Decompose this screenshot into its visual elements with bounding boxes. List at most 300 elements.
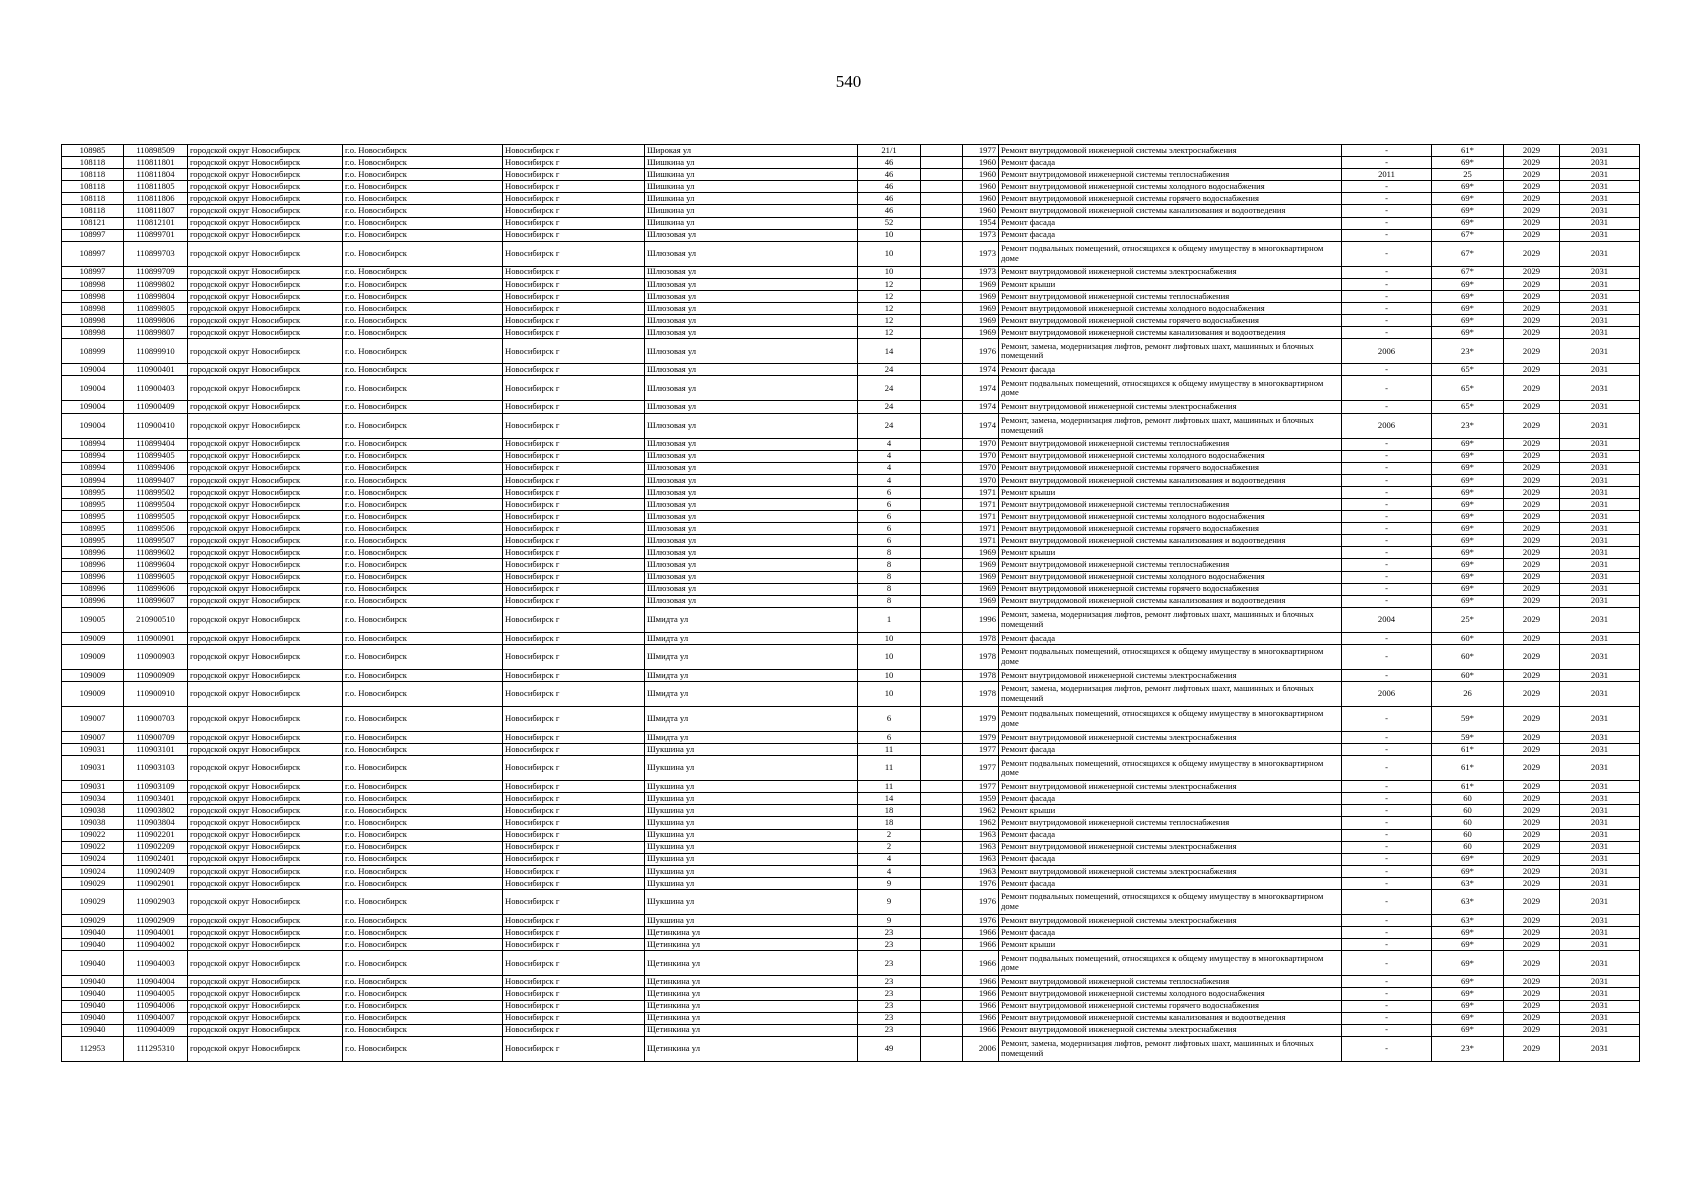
cell-plan-end-year: 2031 — [1560, 732, 1640, 744]
cell-building — [921, 217, 963, 229]
cell-building — [921, 669, 963, 681]
table-row — [62, 523, 1640, 535]
cell-house-id: 108118 — [62, 205, 124, 217]
cell-last-repair-year: - — [1342, 278, 1432, 290]
cell-wear-percent: 69* — [1432, 205, 1504, 217]
cell-plan-end-year: 2031 — [1560, 559, 1640, 571]
cell-city: Новосибирск г — [503, 339, 645, 364]
cell-city: Новосибирск г — [503, 266, 645, 278]
cell-last-repair-year: - — [1342, 644, 1432, 669]
cell-city: Новосибирск г — [503, 511, 645, 523]
cell-building — [921, 744, 963, 756]
cell-work-type: Ремонт внутридомовой инженерной системы горячего водоснабжения — [999, 193, 1342, 205]
cell-street: Шлюзовая ул — [645, 315, 858, 327]
cell-last-repair-year: - — [1342, 511, 1432, 523]
cell-street: Щетинкина ул — [645, 988, 858, 1000]
cell-plan-start-year: 2029 — [1504, 290, 1560, 302]
cell-year-built: 1976 — [963, 915, 999, 927]
cell-last-repair-year: - — [1342, 364, 1432, 376]
cell-plan-end-year: 2031 — [1560, 327, 1640, 339]
cell-district: г.о. Новосибирск — [343, 583, 503, 595]
cell-street: Шлюзовая ул — [645, 523, 858, 535]
cell-district: г.о. Новосибирск — [343, 1036, 503, 1061]
cell-record-id: 110900703 — [124, 707, 188, 732]
cell-house-number: 24 — [858, 364, 921, 376]
cell-municipality: городской округ Новосибирск — [188, 474, 343, 486]
cell-house-id: 108996 — [62, 571, 124, 583]
cell-district: г.о. Новосибирск — [343, 290, 503, 302]
table-row — [62, 303, 1640, 315]
cell-year-built: 1974 — [963, 376, 999, 401]
cell-plan-end-year: 2031 — [1560, 193, 1640, 205]
table-row — [62, 241, 1640, 266]
cell-work-type: Ремонт подвальных помещений, относящихся к общему имуществу в многоквартирном доме — [999, 376, 1342, 401]
cell-work-type: Ремонт фасада — [999, 217, 1342, 229]
cell-record-id: 110899505 — [124, 511, 188, 523]
cell-street: Шлюзовая ул — [645, 339, 858, 364]
cell-district: г.о. Новосибирск — [343, 853, 503, 865]
cell-record-id: 110899806 — [124, 315, 188, 327]
cell-district: г.о. Новосибирск — [343, 413, 503, 438]
cell-house-id: 108118 — [62, 193, 124, 205]
cell-year-built: 1962 — [963, 805, 999, 817]
cell-house-id: 109031 — [62, 756, 124, 781]
cell-building — [921, 682, 963, 707]
cell-house-id: 108994 — [62, 462, 124, 474]
cell-plan-start-year: 2029 — [1504, 157, 1560, 169]
cell-house-id: 108996 — [62, 583, 124, 595]
cell-district: г.о. Новосибирск — [343, 535, 503, 547]
cell-street: Шишкина ул — [645, 205, 858, 217]
cell-plan-start-year: 2029 — [1504, 939, 1560, 951]
cell-work-type: Ремонт внутридомовой инженерной системы холодного водоснабжения — [999, 511, 1342, 523]
table-row — [62, 853, 1640, 865]
cell-house-id: 109024 — [62, 853, 124, 865]
cell-building — [921, 927, 963, 939]
cell-house-number: 2 — [858, 829, 921, 841]
cell-plan-start-year: 2029 — [1504, 841, 1560, 853]
cell-house-number: 23 — [858, 1024, 921, 1036]
table-row — [62, 669, 1640, 681]
cell-house-id: 109007 — [62, 732, 124, 744]
cell-street: Шлюзовая ул — [645, 511, 858, 523]
cell-street: Шукшина ул — [645, 756, 858, 781]
cell-city: Новосибирск г — [503, 145, 645, 157]
cell-record-id: 110811801 — [124, 157, 188, 169]
cell-last-repair-year: - — [1342, 241, 1432, 266]
cell-plan-start-year: 2029 — [1504, 438, 1560, 450]
cell-district: г.о. Новосибирск — [343, 607, 503, 632]
cell-house-number: 4 — [858, 474, 921, 486]
cell-building — [921, 951, 963, 976]
cell-building — [921, 413, 963, 438]
cell-building — [921, 438, 963, 450]
table-row — [62, 535, 1640, 547]
cell-wear-percent: 69* — [1432, 571, 1504, 583]
cell-year-built: 1969 — [963, 595, 999, 607]
cell-city: Новосибирск г — [503, 853, 645, 865]
cell-year-built: 1969 — [963, 559, 999, 571]
cell-wear-percent: 69* — [1432, 547, 1504, 559]
cell-plan-end-year: 2031 — [1560, 939, 1640, 951]
cell-street: Шукшина ул — [645, 865, 858, 877]
cell-district: г.о. Новосибирск — [343, 145, 503, 157]
cell-plan-end-year: 2031 — [1560, 241, 1640, 266]
cell-house-number: 9 — [858, 915, 921, 927]
cell-plan-start-year: 2029 — [1504, 1024, 1560, 1036]
cell-record-id: 110811806 — [124, 193, 188, 205]
cell-street: Шлюзовая ул — [645, 364, 858, 376]
cell-plan-end-year: 2031 — [1560, 1012, 1640, 1024]
cell-plan-end-year: 2031 — [1560, 951, 1640, 976]
cell-city: Новосибирск г — [503, 315, 645, 327]
cell-house-id: 108121 — [62, 217, 124, 229]
cell-plan-start-year: 2029 — [1504, 1000, 1560, 1012]
cell-record-id: 110899807 — [124, 327, 188, 339]
cell-wear-percent: 23* — [1432, 339, 1504, 364]
cell-work-type: Ремонт внутридомовой инженерной системы горячего водоснабжения — [999, 583, 1342, 595]
cell-municipality: городской округ Новосибирск — [188, 217, 343, 229]
cell-record-id: 110902209 — [124, 841, 188, 853]
cell-house-number: 14 — [858, 793, 921, 805]
cell-street: Шлюзовая ул — [645, 486, 858, 498]
cell-district: г.о. Новосибирск — [343, 877, 503, 889]
cell-record-id: 110903804 — [124, 817, 188, 829]
cell-plan-start-year: 2029 — [1504, 462, 1560, 474]
table-row — [62, 486, 1640, 498]
cell-year-built: 1977 — [963, 756, 999, 781]
cell-city: Новосибирск г — [503, 303, 645, 315]
cell-wear-percent: 69* — [1432, 217, 1504, 229]
cell-district: г.о. Новосибирск — [343, 571, 503, 583]
cell-municipality: городской округ Новосибирск — [188, 241, 343, 266]
cell-district: г.о. Новосибирск — [343, 181, 503, 193]
cell-work-type: Ремонт фасада — [999, 157, 1342, 169]
cell-plan-end-year: 2031 — [1560, 339, 1640, 364]
cell-wear-percent: 69* — [1432, 951, 1504, 976]
cell-plan-end-year: 2031 — [1560, 438, 1640, 450]
cell-wear-percent: 63* — [1432, 877, 1504, 889]
cell-record-id: 110902409 — [124, 865, 188, 877]
cell-wear-percent: 61* — [1432, 756, 1504, 781]
cell-house-number: 10 — [858, 266, 921, 278]
cell-last-repair-year: 2006 — [1342, 339, 1432, 364]
cell-district: г.о. Новосибирск — [343, 450, 503, 462]
cell-house-id: 108999 — [62, 339, 124, 364]
cell-wear-percent: 69* — [1432, 327, 1504, 339]
cell-wear-percent: 69* — [1432, 865, 1504, 877]
cell-municipality: городской округ Новосибирск — [188, 607, 343, 632]
cell-house-number: 14 — [858, 339, 921, 364]
cell-record-id: 110899405 — [124, 450, 188, 462]
table-row — [62, 401, 1640, 413]
cell-district: г.о. Новосибирск — [343, 327, 503, 339]
cell-house-id: 108995 — [62, 535, 124, 547]
cell-work-type: Ремонт фасада — [999, 229, 1342, 241]
cell-house-number: 4 — [858, 462, 921, 474]
cell-wear-percent: 26 — [1432, 682, 1504, 707]
cell-year-built: 1973 — [963, 266, 999, 278]
cell-street: Шукшина ул — [645, 781, 858, 793]
cell-city: Новосибирск г — [503, 890, 645, 915]
table-row — [62, 781, 1640, 793]
cell-house-number: 23 — [858, 951, 921, 976]
cell-building — [921, 644, 963, 669]
cell-last-repair-year: - — [1342, 744, 1432, 756]
cell-municipality: городской округ Новосибирск — [188, 303, 343, 315]
cell-plan-start-year: 2029 — [1504, 829, 1560, 841]
cell-municipality: городской округ Новосибирск — [188, 401, 343, 413]
cell-work-type: Ремонт внутридомовой инженерной системы электроснабжения — [999, 732, 1342, 744]
cell-year-built: 1960 — [963, 169, 999, 181]
cell-plan-end-year: 2031 — [1560, 266, 1640, 278]
cell-building — [921, 193, 963, 205]
cell-plan-start-year: 2029 — [1504, 951, 1560, 976]
cell-house-number: 9 — [858, 890, 921, 915]
cell-city: Новосибирск г — [503, 781, 645, 793]
cell-last-repair-year: - — [1342, 376, 1432, 401]
cell-municipality: городской округ Новосибирск — [188, 547, 343, 559]
cell-building — [921, 205, 963, 217]
cell-last-repair-year: 2011 — [1342, 169, 1432, 181]
cell-last-repair-year: - — [1342, 498, 1432, 510]
cell-building — [921, 181, 963, 193]
cell-municipality: городской округ Новосибирск — [188, 669, 343, 681]
cell-house-id: 108996 — [62, 595, 124, 607]
cell-plan-start-year: 2029 — [1504, 1036, 1560, 1061]
table-row — [62, 290, 1640, 302]
cell-building — [921, 781, 963, 793]
cell-street: Шмидта ул — [645, 632, 858, 644]
cell-building — [921, 583, 963, 595]
cell-municipality: городской округ Новосибирск — [188, 511, 343, 523]
cell-house-id: 109040 — [62, 1012, 124, 1024]
cell-house-id: 109004 — [62, 364, 124, 376]
cell-plan-start-year: 2029 — [1504, 278, 1560, 290]
cell-district: г.о. Новосибирск — [343, 707, 503, 732]
cell-plan-end-year: 2031 — [1560, 682, 1640, 707]
cell-plan-start-year: 2029 — [1504, 205, 1560, 217]
table-row — [62, 278, 1640, 290]
cell-work-type: Ремонт внутридомовой инженерной системы холодного водоснабжения — [999, 450, 1342, 462]
cell-year-built: 1977 — [963, 744, 999, 756]
cell-city: Новосибирск г — [503, 744, 645, 756]
cell-record-id: 110899406 — [124, 462, 188, 474]
table-row — [62, 157, 1640, 169]
cell-year-built: 1969 — [963, 278, 999, 290]
cell-plan-end-year: 2031 — [1560, 890, 1640, 915]
cell-last-repair-year: - — [1342, 1000, 1432, 1012]
cell-house-id: 109031 — [62, 781, 124, 793]
cell-record-id: 110899502 — [124, 486, 188, 498]
cell-record-id: 110904009 — [124, 1024, 188, 1036]
cell-building — [921, 805, 963, 817]
cell-building — [921, 1036, 963, 1061]
cell-wear-percent: 25 — [1432, 169, 1504, 181]
cell-district: г.о. Новосибирск — [343, 315, 503, 327]
cell-street: Широкая ул — [645, 145, 858, 157]
cell-house-id: 109029 — [62, 877, 124, 889]
cell-work-type: Ремонт внутридомовой инженерной системы канализования и водоотведения — [999, 474, 1342, 486]
cell-house-id: 109038 — [62, 817, 124, 829]
cell-house-id: 109005 — [62, 607, 124, 632]
cell-house-id: 109031 — [62, 744, 124, 756]
cell-plan-end-year: 2031 — [1560, 145, 1640, 157]
cell-house-number: 2 — [858, 841, 921, 853]
cell-last-repair-year: - — [1342, 303, 1432, 315]
table-row — [62, 632, 1640, 644]
cell-district: г.о. Новосибирск — [343, 364, 503, 376]
cell-plan-end-year: 2031 — [1560, 1000, 1640, 1012]
cell-district: г.о. Новосибирск — [343, 169, 503, 181]
cell-house-id: 109040 — [62, 927, 124, 939]
cell-house-number: 23 — [858, 939, 921, 951]
cell-year-built: 1977 — [963, 781, 999, 793]
cell-work-type: Ремонт крыши — [999, 805, 1342, 817]
cell-district: г.о. Новосибирск — [343, 339, 503, 364]
cell-last-repair-year: - — [1342, 951, 1432, 976]
cell-plan-end-year: 2031 — [1560, 376, 1640, 401]
cell-plan-end-year: 2031 — [1560, 841, 1640, 853]
cell-work-type: Ремонт подвальных помещений, относящихся к общему имуществу в многоквартирном доме — [999, 707, 1342, 732]
cell-city: Новосибирск г — [503, 841, 645, 853]
cell-municipality: городской округ Новосибирск — [188, 376, 343, 401]
cell-plan-end-year: 2031 — [1560, 988, 1640, 1000]
cell-work-type: Ремонт подвальных помещений, относящихся к общему имуществу в многоквартирном доме — [999, 241, 1342, 266]
cell-last-repair-year: - — [1342, 193, 1432, 205]
cell-city: Новосибирск г — [503, 498, 645, 510]
cell-street: Шукшина ул — [645, 877, 858, 889]
cell-building — [921, 364, 963, 376]
table-row — [62, 229, 1640, 241]
cell-municipality: городской округ Новосибирск — [188, 865, 343, 877]
cell-house-id: 108995 — [62, 486, 124, 498]
table-row — [62, 865, 1640, 877]
cell-plan-start-year: 2029 — [1504, 511, 1560, 523]
cell-wear-percent: 69* — [1432, 157, 1504, 169]
cell-building — [921, 450, 963, 462]
cell-house-id: 108118 — [62, 181, 124, 193]
cell-year-built: 1978 — [963, 632, 999, 644]
cell-last-repair-year: - — [1342, 829, 1432, 841]
cell-street: Шлюзовая ул — [645, 278, 858, 290]
cell-street: Шишкина ул — [645, 181, 858, 193]
cell-year-built: 1963 — [963, 841, 999, 853]
cell-building — [921, 595, 963, 607]
cell-last-repair-year: - — [1342, 290, 1432, 302]
cell-municipality: городской округ Новосибирск — [188, 976, 343, 988]
cell-building — [921, 303, 963, 315]
table-row — [62, 939, 1640, 951]
cell-wear-percent: 69* — [1432, 1012, 1504, 1024]
cell-record-id: 110902401 — [124, 853, 188, 865]
cell-city: Новосибирск г — [503, 756, 645, 781]
cell-work-type: Ремонт внутридомовой инженерной системы холодного водоснабжения — [999, 181, 1342, 193]
cell-plan-end-year: 2031 — [1560, 669, 1640, 681]
cell-building — [921, 1012, 963, 1024]
cell-plan-start-year: 2029 — [1504, 890, 1560, 915]
table-row — [62, 364, 1640, 376]
cell-work-type: Ремонт, замена, модернизация лифтов, ремонт лифтовых шахт, машинных и блочных помещений — [999, 682, 1342, 707]
cell-last-repair-year: - — [1342, 793, 1432, 805]
cell-house-number: 10 — [858, 241, 921, 266]
cell-district: г.о. Новосибирск — [343, 756, 503, 781]
table-row — [62, 976, 1640, 988]
cell-work-type: Ремонт внутридомовой инженерной системы холодного водоснабжения — [999, 571, 1342, 583]
cell-plan-start-year: 2029 — [1504, 559, 1560, 571]
cell-last-repair-year: - — [1342, 438, 1432, 450]
cell-building — [921, 915, 963, 927]
cell-building — [921, 376, 963, 401]
cell-work-type: Ремонт внутридомовой инженерной системы теплоснабжения — [999, 169, 1342, 181]
cell-street: Шмидта ул — [645, 644, 858, 669]
cell-district: г.о. Новосибирск — [343, 632, 503, 644]
cell-street: Шишкина ул — [645, 193, 858, 205]
cell-district: г.о. Новосибирск — [343, 193, 503, 205]
cell-wear-percent: 69* — [1432, 498, 1504, 510]
cell-wear-percent: 61* — [1432, 744, 1504, 756]
cell-plan-start-year: 2029 — [1504, 682, 1560, 707]
cell-city: Новосибирск г — [503, 793, 645, 805]
table-row — [62, 915, 1640, 927]
cell-house-number: 46 — [858, 181, 921, 193]
cell-street: Шукшина ул — [645, 853, 858, 865]
cell-house-number: 23 — [858, 1012, 921, 1024]
cell-record-id: 110899804 — [124, 290, 188, 302]
cell-work-type: Ремонт внутридомовой инженерной системы горячего водоснабжения — [999, 315, 1342, 327]
cell-district: г.о. Новосибирск — [343, 865, 503, 877]
cell-building — [921, 535, 963, 547]
cell-street: Шмидта ул — [645, 669, 858, 681]
cell-year-built: 1966 — [963, 927, 999, 939]
cell-wear-percent: 60* — [1432, 669, 1504, 681]
cell-year-built: 1966 — [963, 1000, 999, 1012]
cell-house-number: 12 — [858, 290, 921, 302]
cell-street: Шлюзовая ул — [645, 401, 858, 413]
cell-plan-end-year: 2031 — [1560, 169, 1640, 181]
cell-house-id: 109022 — [62, 829, 124, 841]
table-row — [62, 793, 1640, 805]
cell-city: Новосибирск г — [503, 364, 645, 376]
table-row — [62, 744, 1640, 756]
cell-wear-percent: 25* — [1432, 607, 1504, 632]
cell-house-number: 8 — [858, 583, 921, 595]
cell-city: Новосибирск г — [503, 229, 645, 241]
cell-record-id: 110899606 — [124, 583, 188, 595]
table-row — [62, 438, 1640, 450]
cell-plan-end-year: 2031 — [1560, 853, 1640, 865]
cell-city: Новосибирск г — [503, 462, 645, 474]
cell-record-id: 110904007 — [124, 1012, 188, 1024]
cell-plan-end-year: 2031 — [1560, 632, 1640, 644]
cell-house-id: 109009 — [62, 644, 124, 669]
cell-plan-start-year: 2029 — [1504, 756, 1560, 781]
cell-last-repair-year: - — [1342, 890, 1432, 915]
cell-house-number: 11 — [858, 781, 921, 793]
cell-street: Шукшина ул — [645, 915, 858, 927]
cell-work-type: Ремонт внутридомовой инженерной системы электроснабжения — [999, 841, 1342, 853]
cell-last-repair-year: - — [1342, 462, 1432, 474]
cell-year-built: 1978 — [963, 644, 999, 669]
cell-work-type: Ремонт фасада — [999, 632, 1342, 644]
cell-city: Новосибирск г — [503, 157, 645, 169]
cell-plan-end-year: 2031 — [1560, 756, 1640, 781]
cell-plan-start-year: 2029 — [1504, 877, 1560, 889]
cell-street: Шукшина ул — [645, 890, 858, 915]
cell-house-id: 109004 — [62, 413, 124, 438]
cell-year-built: 1963 — [963, 865, 999, 877]
cell-record-id: 110900903 — [124, 644, 188, 669]
